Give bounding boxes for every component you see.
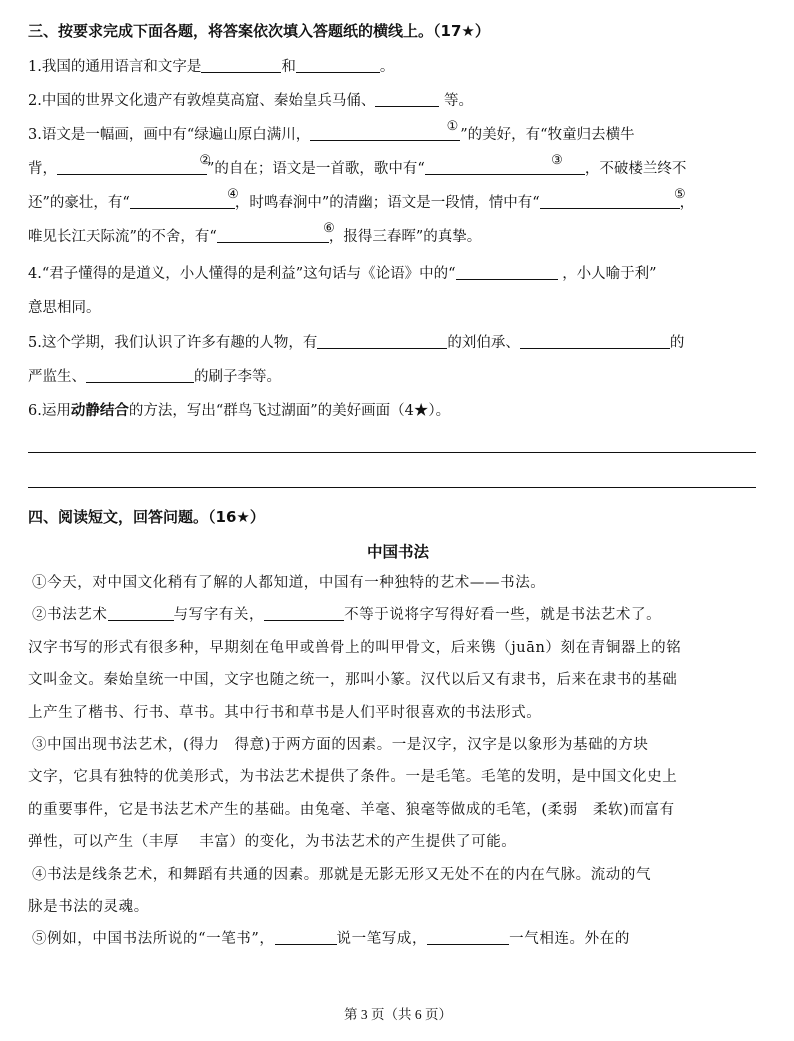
q3-text: ”的自在；语文是一首歌，歌中有“ bbox=[207, 161, 425, 177]
blank-number: ⑤ bbox=[674, 187, 686, 202]
q2-text-a: 2.中国的世界文化遗产有敦煌莫高窟、秦始皇兵马俑、 bbox=[28, 93, 376, 109]
q3-text: ， bbox=[679, 195, 695, 211]
q3-text: ，时鸣春涧中”的清幽；语文是一段情，情中有“ bbox=[234, 195, 540, 211]
question-3-line-3 bbox=[28, 187, 695, 214]
q3-text: 还”的豪壮，有“ bbox=[28, 195, 130, 211]
paragraph-3-line: 弹性，可以产生（丰厚 丰富）的变化，为书法艺术的产生提供了可能。 bbox=[28, 834, 517, 851]
answer-blank[interactable] bbox=[108, 605, 174, 621]
q5-text: 5.这个学期，我们认识了许多有趣的人物，有 bbox=[28, 335, 318, 351]
question-3 bbox=[28, 119, 635, 146]
answer-line[interactable] bbox=[28, 452, 756, 453]
paragraph-4-line: ④书法是线条艺术，和舞蹈有共通的因素。那就是无影无形又无处不在的内在气脉。流动的气 bbox=[32, 866, 652, 883]
answer-blank-1[interactable] bbox=[310, 119, 460, 141]
blank-number: ③ bbox=[551, 153, 563, 168]
q5-text: 的 bbox=[669, 335, 685, 351]
q5-text: 的刘伯承、 bbox=[447, 335, 520, 351]
p5-text: 说一笔写成， bbox=[336, 931, 428, 948]
blank-number: ② bbox=[199, 153, 211, 168]
paragraph-5-line bbox=[28, 923, 756, 955]
q3-text: 背， bbox=[28, 161, 57, 177]
answer-blank[interactable] bbox=[86, 367, 194, 383]
section-4-heading: 四、阅读短文，回答问题。（16★） bbox=[28, 508, 265, 526]
answer-blank[interactable] bbox=[427, 929, 509, 945]
p2-text: 与写字有关， bbox=[173, 607, 265, 624]
question-4-line-2: 意思相同。 bbox=[28, 300, 101, 316]
q3-text: ，报得三春晖”的真挚。 bbox=[328, 229, 482, 245]
q6-text: 的方法，写出“群鸟飞过湖面”的美好画面（4★）。 bbox=[128, 403, 451, 419]
question-1 bbox=[28, 56, 394, 78]
answer-blank[interactable] bbox=[275, 929, 337, 945]
answer-blank[interactable] bbox=[201, 57, 281, 73]
answer-blank[interactable] bbox=[264, 605, 344, 621]
q1-text-a: 1.我国的通用语言和文字是 bbox=[28, 59, 202, 75]
paragraph-3-line: ③中国出现书法艺术，(得力 得意)于两方面的因素。一是汉字，汉字是以象形为基础的方块 bbox=[32, 737, 649, 754]
passage-title: 中国书法 bbox=[366, 543, 429, 561]
q5-text: 的刷子李等。 bbox=[194, 369, 281, 385]
q3-text: ”的美好，有“牧童归去横牛 bbox=[460, 127, 635, 143]
question-3-line-2 bbox=[28, 153, 687, 180]
q2-text-b: 等。 bbox=[443, 93, 473, 109]
answer-blank-2[interactable] bbox=[57, 153, 211, 175]
q4-text: ，小人喻于利” bbox=[562, 266, 657, 282]
q1-text-b: 和 bbox=[281, 59, 296, 75]
paragraph-3-line: 的重要事件，它是书法艺术产生的基础。由兔毫、羊毫、狼毫等做成的毛笔，(柔弱 柔软)而富有 bbox=[28, 801, 675, 818]
answer-blank[interactable] bbox=[456, 264, 558, 280]
paragraph-4-line: 脉是书法的灵魂。 bbox=[28, 899, 149, 916]
answer-line[interactable] bbox=[28, 487, 756, 488]
paragraph-2-line bbox=[28, 599, 756, 631]
p5-text: ⑤例如，中国书法所说的“一笔书”， bbox=[32, 931, 275, 948]
answer-blank-5[interactable] bbox=[540, 187, 686, 209]
question-6 bbox=[28, 400, 450, 422]
q3-text: 唯见长江天际流”的不舍，有“ bbox=[28, 229, 217, 245]
answer-blank-4[interactable] bbox=[130, 187, 239, 209]
paragraph-3-line: 文字，它具有独特的优美形式，为书法艺术提供了条件。一是毛笔。毛笔的发明，是中国文化史上 bbox=[28, 769, 678, 786]
blank-number: ① bbox=[446, 119, 459, 134]
answer-blank-6[interactable] bbox=[217, 221, 335, 243]
answer-blank[interactable] bbox=[520, 333, 670, 349]
page-footer: 第 3 页（共 6 页） bbox=[344, 1007, 452, 1022]
question-2 bbox=[28, 90, 473, 112]
answer-blank-3[interactable] bbox=[425, 153, 585, 175]
paragraph-2-line: 上产生了楷书、行书、草书。其中行书和草书是人们平时很喜欢的书法形式。 bbox=[28, 704, 542, 721]
p2-text: ②书法艺术 bbox=[32, 607, 108, 624]
question-4 bbox=[28, 263, 657, 285]
passage-body bbox=[28, 567, 756, 956]
section-3-heading: 三、按要求完成下面各题，将答案依次填入答题纸的横线上。（17★） bbox=[28, 22, 490, 40]
question-3-line-4 bbox=[28, 221, 482, 248]
paragraph-2-line: 文叫金文。秦始皇统一中国，文字也随之统一，那叫小篆。汉代以后又有隶书，后来在隶书的基础 bbox=[28, 672, 678, 689]
q3-text: ，不破楼兰终不 bbox=[584, 161, 687, 177]
question-5-line-2 bbox=[28, 366, 281, 388]
q6-emphasis: 动静结合 bbox=[70, 403, 129, 419]
paragraph-1: ①今天，对中国文化稍有了解的人都知道，中国有一种独特的艺术——书法。 bbox=[32, 575, 546, 591]
answer-blank[interactable] bbox=[317, 333, 447, 349]
q4-text: 4.“君子懂得的是道义，小人懂得的是利益”这句话与《论语》中的“ bbox=[28, 266, 456, 282]
question-5 bbox=[28, 332, 684, 354]
p5-text: 一气相连。外在的 bbox=[509, 931, 630, 948]
paragraph-2-line: 汉字书写的形式有很多种，早期刻在龟甲或兽骨上的叫甲骨文，后来镌（juān）刻在青铜器上的铭 bbox=[28, 639, 682, 656]
p2-text: 不等于说将字写得好看一些，就是书法艺术了。 bbox=[344, 607, 662, 624]
blank-number: ④ bbox=[227, 187, 239, 202]
answer-blank[interactable] bbox=[375, 91, 439, 107]
answer-blank[interactable] bbox=[296, 57, 380, 73]
q3-text: 3.语文是一幅画，画中有“绿遍山原白满川， bbox=[28, 127, 311, 143]
q6-text: 6.运用 bbox=[28, 403, 71, 419]
q1-text-c: 。 bbox=[379, 59, 395, 75]
q5-text: 严监生、 bbox=[28, 369, 86, 385]
blank-number: ⑥ bbox=[323, 221, 335, 236]
